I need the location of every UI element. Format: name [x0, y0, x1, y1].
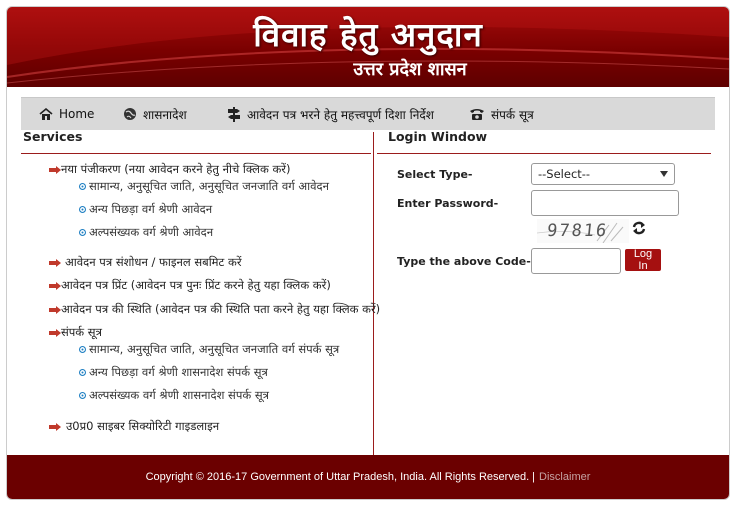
home-icon: [39, 108, 53, 120]
blue-bullet-icon: [79, 392, 86, 399]
copyright-text: Copyright © 2016-17 Government of Uttar Pradesh, India. All Rights Reserved. |: [145, 471, 536, 483]
captcha-image: [537, 219, 629, 243]
service-print-application[interactable]: [49, 278, 331, 293]
red-arrow-icon: [49, 423, 61, 431]
site-footer: [7, 455, 729, 499]
sub-link-label: सामान्य, अनुसूचित जाति, अनुसूचित जनजाति वर्ग आवेदन: [89, 179, 329, 193]
sub-link-label: अल्पसंख्यक वर्ग श्रेणी शासनादेश संपर्क सूत्र: [89, 388, 269, 402]
nav-contact[interactable]: [469, 104, 534, 124]
sub-link-label: अन्य पिछड़ा वर्ग श्रेणी शासनादेश संपर्क सूत्र: [89, 365, 268, 379]
blue-bullet-icon: [79, 229, 86, 236]
login-title: Login Window: [388, 129, 488, 144]
red-arrow-icon: [49, 259, 61, 267]
service-cyber-security[interactable]: [49, 419, 219, 434]
blue-bullet-icon: [79, 369, 86, 376]
site-header: [7, 7, 729, 87]
service-label: उ0प्र0 साइबर सिक्योरिटी गाइडलाइन: [66, 419, 220, 433]
service-edit-final-submit[interactable]: [49, 255, 242, 270]
service-label: आवेदन पत्र संशोधन / फाइनल सबमिट करें: [65, 255, 242, 269]
service-label: आवेदन पत्र की स्थिति (आवेदन पत्र की स्थिति पता करने हेतु यहा क्लिक करें): [61, 302, 381, 316]
password-label: Enter Password-: [397, 197, 499, 210]
password-input[interactable]: [531, 190, 679, 216]
red-arrow-icon: [49, 306, 61, 314]
login-button[interactable]: Log In: [625, 249, 661, 271]
sub-general-sc-st-contact[interactable]: [79, 342, 339, 357]
select-type-label: Select Type-: [397, 168, 473, 181]
site-title: विवाह हेतु अनुदान: [253, 15, 483, 54]
service-label: आवेदन पत्र प्रिंट (आवेदन पत्र पुनः प्रिंट करने हेतु यहा क्लिक करें): [61, 278, 331, 292]
captcha-text: 97816: [545, 221, 610, 241]
page-frame: [6, 6, 730, 500]
select-type-dropdown[interactable]: [531, 163, 675, 185]
sub-link-label: अन्य पिछड़ा वर्ग श्रेणी आवेदन: [89, 202, 213, 216]
nav-shasanadesh[interactable]: [123, 104, 187, 124]
sub-general-sc-st-application[interactable]: [79, 179, 329, 194]
disclaimer-link[interactable]: Disclaimer: [539, 471, 591, 483]
red-arrow-icon: [49, 282, 61, 290]
refresh-captcha-icon[interactable]: [631, 221, 647, 235]
service-application-status[interactable]: [49, 302, 380, 317]
main-navbar: [21, 97, 715, 130]
column-divider: [373, 132, 374, 460]
nav-home[interactable]: [39, 104, 94, 124]
nav-contact-label: संपर्क सूत्र: [491, 107, 534, 122]
site-subtitle: उत्तर प्रदेश शासन: [353, 59, 467, 80]
nav-guidelines-label: आवेदन पत्र भरने हेतु महत्त्वपूर्ण दिशा निर्देश: [247, 107, 434, 122]
service-contact[interactable]: [49, 325, 102, 340]
signpost-icon: [227, 106, 241, 122]
select-type-value: --Select--: [538, 167, 591, 181]
services-title: Services: [23, 129, 83, 144]
login-title-rule: [377, 153, 711, 154]
code-label: Type the above Code-: [397, 255, 531, 268]
service-label: नया पंजीकरण (नया आवेदन करने हेतु नीचे क्लिक करें): [61, 162, 291, 176]
services-title-rule: [21, 153, 371, 154]
nav-home-label: Home: [59, 107, 95, 121]
nav-guidelines[interactable]: [227, 104, 434, 124]
sub-minority-application[interactable]: [79, 225, 213, 240]
nav-shasanadesh-label: शासनादेश: [143, 107, 187, 122]
sub-link-label: अल्पसंख्यक वर्ग श्रेणी आवेदन: [89, 225, 214, 239]
red-arrow-icon: [49, 166, 61, 174]
service-new-registration[interactable]: [49, 162, 290, 177]
sub-link-label: सामान्य, अनुसूचित जाति, अनुसूचित जनजाति वर्ग संपर्क सूत्र: [89, 342, 340, 356]
chevron-down-icon: [660, 171, 668, 177]
telephone-icon: [469, 107, 485, 121]
globe-icon: [123, 107, 137, 121]
blue-bullet-icon: [79, 183, 86, 190]
service-label: संपर्क सूत्र: [61, 325, 102, 339]
sub-obc-application[interactable]: [79, 202, 212, 217]
blue-bullet-icon: [79, 346, 86, 353]
sub-obc-contact[interactable]: [79, 365, 268, 380]
sub-minority-contact[interactable]: [79, 388, 269, 403]
blue-bullet-icon: [79, 206, 86, 213]
captcha-code-input[interactable]: [531, 248, 621, 274]
red-arrow-icon: [49, 329, 61, 337]
